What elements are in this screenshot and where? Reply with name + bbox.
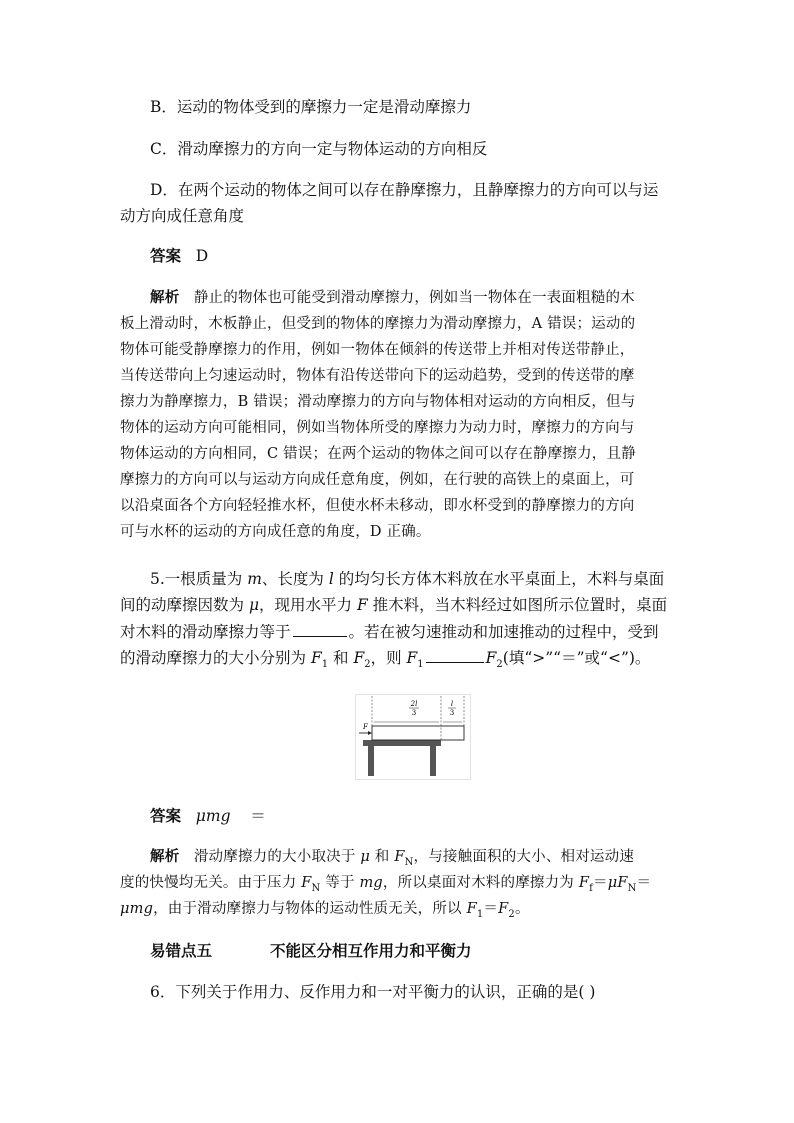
frac2-num: l <box>450 700 454 708</box>
analysis-1-line: 物体可能受静摩擦力的作用，例如一物体在倾斜的传送带上并相对传送带静止， <box>120 342 635 358</box>
question-5-line1: 5.一根质量为 m、长度为 l 的均匀长方体木料放在水平桌面上，木料与桌面 <box>150 570 665 588</box>
table-leg-left <box>368 746 374 776</box>
section-heading-5 <box>0 940 794 962</box>
table-leg-right <box>430 746 436 776</box>
analysis-1-line: 物体运动的方向相同，C 错误；在两个运动的物体之间可以存在静摩擦力，且静 <box>120 446 636 462</box>
analysis-1-line: 以沿桌面各个方向轻轻推水杯，但使水杯未移动，即水杯受到的静摩擦力的方向 <box>120 498 635 514</box>
frac2-den: 3 <box>449 709 455 717</box>
option-c: C．滑动摩擦力的方向一定与物体运动的方向相反 <box>150 140 488 158</box>
question-6: 6．下列关于作用力、反作用力和一对平衡力的认识，正确的是( ) <box>150 983 596 1001</box>
heading-label: 易错点五 <box>150 941 213 960</box>
table-block-figure <box>355 694 471 780</box>
analysis-1-line: 当传送带向上匀速运动时，物体有沿传送带向下的运动趋势，受到的传送带的摩 <box>120 368 635 384</box>
answer-2 <box>0 805 794 827</box>
option-b: B．运动的物体受到的摩擦力一定是滑动摩擦力 <box>150 98 472 116</box>
force-label: F <box>363 723 368 731</box>
answer-blank-1[interactable] <box>293 620 347 637</box>
answer-label: 答案 <box>150 246 182 265</box>
answer-value: D <box>195 247 209 265</box>
answer-blank-2[interactable] <box>426 646 484 663</box>
question-5-line4: 的滑动摩擦力的大小分别为 $F_1$ 和 $F_2$，则 $F_1$ $F_2$(填“>”“＝”或“<”)。 <box>0 646 794 669</box>
analysis-1-line: 擦力为静摩擦力，B 错误；滑动摩擦力的方向与物体相对运动的方向相反，但与 <box>120 394 636 410</box>
question-5-line2: 间的动摩擦因数为 μ，现用水平力 F 推木料，当木料经过如图所示位置时，桌面 <box>120 596 668 614</box>
analysis-1-line <box>0 287 794 309</box>
table-top <box>363 740 441 746</box>
wood-block <box>372 726 464 740</box>
analysis-2-line1: 解析 滑动摩擦力的大小取决于 μ 和 $F_N$，与接触面积的大小、相对运动速 <box>150 848 635 868</box>
analysis-label: 解析 <box>150 289 180 306</box>
analysis-1-line: 摩擦力的方向可以与运动方向成任意角度，例如，在行驶的高铁上的桌面上，可 <box>120 472 635 488</box>
analysis-text: 静止的物体也可能受到滑动摩擦力，例如当一物体在一表面粗糙的木 <box>193 290 635 306</box>
answer-1 <box>0 245 794 267</box>
answer-value-1: μmg <box>195 807 231 825</box>
option-d-line1: D．在两个运动的物体之间可以存在静摩擦力，且静摩擦力的方向可以与运 <box>150 181 659 199</box>
option-d-line2: 动方向成任意角度 <box>120 207 245 225</box>
answer-value-2: ＝ <box>250 807 266 825</box>
frac1-num: 2l <box>410 700 418 708</box>
analysis-1-line: 可与水杯的运动的方向成任意的角度，D 正确。 <box>120 524 431 540</box>
analysis-1-line: 板上滑动时，木板静止，但受到的物体的摩擦力为滑动摩擦力，A 错误；运动的 <box>120 316 636 332</box>
analysis-1-line: 物体的运动方向可能相同，例如当物体所受的摩擦力为动力时，摩擦力的方向与 <box>120 420 635 436</box>
analysis-2-line3: μmg，由于滑动摩擦力与物体的运动性质无关，所以 $F_1=F_2$。 <box>120 901 530 920</box>
question-5-line3: 对木料的滑动摩擦力等于 。若在被匀速推动和加速推动的过程中，受到 <box>0 620 794 643</box>
answer-label: 答案 <box>150 806 182 825</box>
analysis-2-line2: 度的快慢均无关。由于压力 $F_N$ 等于 mg，所以桌面对木料的摩擦力为 $F_f=\mu F_N=$ <box>120 875 652 894</box>
heading-title: 不能区分相互作用力和平衡力 <box>270 941 472 960</box>
frac1-den: 3 <box>411 709 417 717</box>
